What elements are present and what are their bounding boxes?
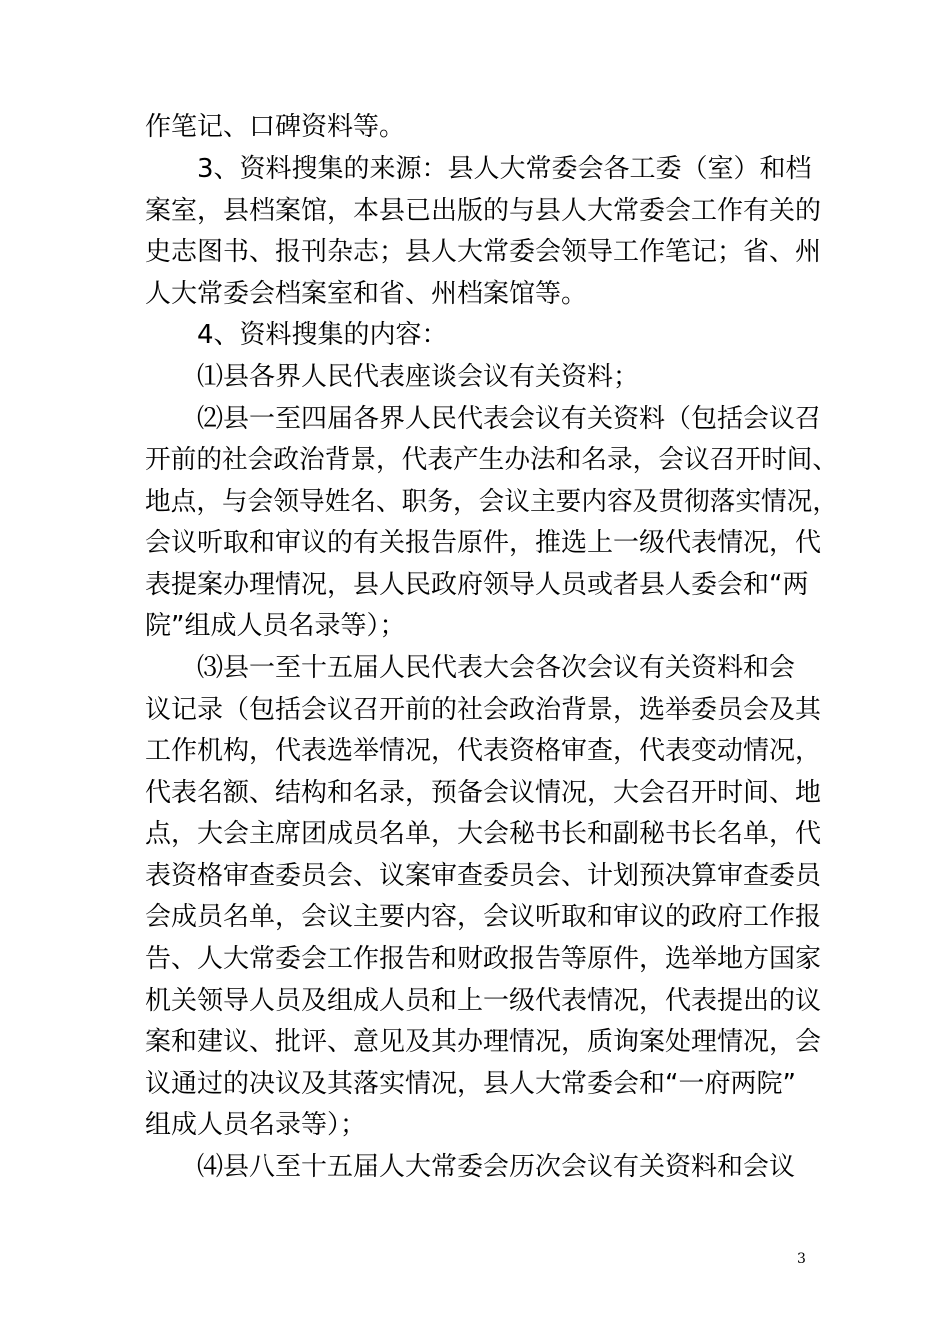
text-line: 表资格审查委员会、议案审查委员会、计划预决算审查委员 (145, 861, 822, 891)
text-line: ⑵县一至四届各界人民代表会议有关资料（包括会议召 (197, 404, 822, 434)
text-line: 机关领导人员及组成人员和上一级代表情况，代表提出的议 (145, 986, 822, 1016)
text-line: 表提案办理情况，县人民政府领导人员或者县人委会和“两 (145, 570, 809, 600)
text-line: 会议听取和审议的有关报告原件，推选上一级代表情况，代 (145, 528, 822, 558)
text-line: 3、资料搜集的来源：县人大常委会各工委（室）和档 (197, 154, 812, 184)
text-line: 史志图书、报刊杂志；县人大常委会领导工作笔记；省、州 (145, 237, 822, 267)
text-line: 案和建议、批评、意见及其办理情况，质询案处理情况，会 (145, 1027, 822, 1057)
text-line: 地点，与会领导姓名、职务，会议主要内容及贯彻落实情况， (145, 487, 839, 517)
text-line: 代表名额、结构和名录，预备会议情况，大会召开时间、地 (145, 778, 822, 808)
text-line: 案室，县档案馆，本县已出版的与县人大常委会工作有关的 (145, 196, 822, 226)
text-line: 开前的社会政治背景，代表产生办法和名录，会议召开时间、 (145, 445, 839, 475)
text-line: 人大常委会档案室和省、州档案馆等。 (145, 279, 588, 309)
text-line: 工作机构，代表选举情况，代表资格审查，代表变动情况， (145, 736, 822, 766)
text-line: 议通过的决议及其落实情况，县人大常委会和“一府两院” (145, 1069, 796, 1099)
text-line: 院”组成人员名录等）； (145, 611, 406, 641)
text-line: ⑴县各界人民代表座谈会议有关资料； (197, 362, 640, 392)
page-number: 3 (797, 1251, 806, 1267)
text-line: ⑷县八至十五届人大常委会历次会议有关资料和会议 (197, 1152, 796, 1182)
text-line: 告、人大常委会工作报告和财政报告等原件，选举地方国家 (145, 944, 822, 974)
text-line: 4、资料搜集的内容： (197, 320, 448, 350)
text-line: 作笔记、口碑资料等。 (145, 112, 406, 142)
text-line: 会成员名单，会议主要内容，会议听取和审议的政府工作报 (145, 902, 822, 932)
text-line: 议记录（包括会议召开前的社会政治背景，选举委员会及其 (145, 695, 822, 725)
text-line: ⑶县一至十五届人民代表大会各次会议有关资料和会 (197, 653, 796, 683)
text-line: 组成人员名录等）； (145, 1110, 367, 1140)
text-line: 点，大会主席团成员名单，大会秘书长和副秘书长名单，代 (145, 819, 822, 849)
